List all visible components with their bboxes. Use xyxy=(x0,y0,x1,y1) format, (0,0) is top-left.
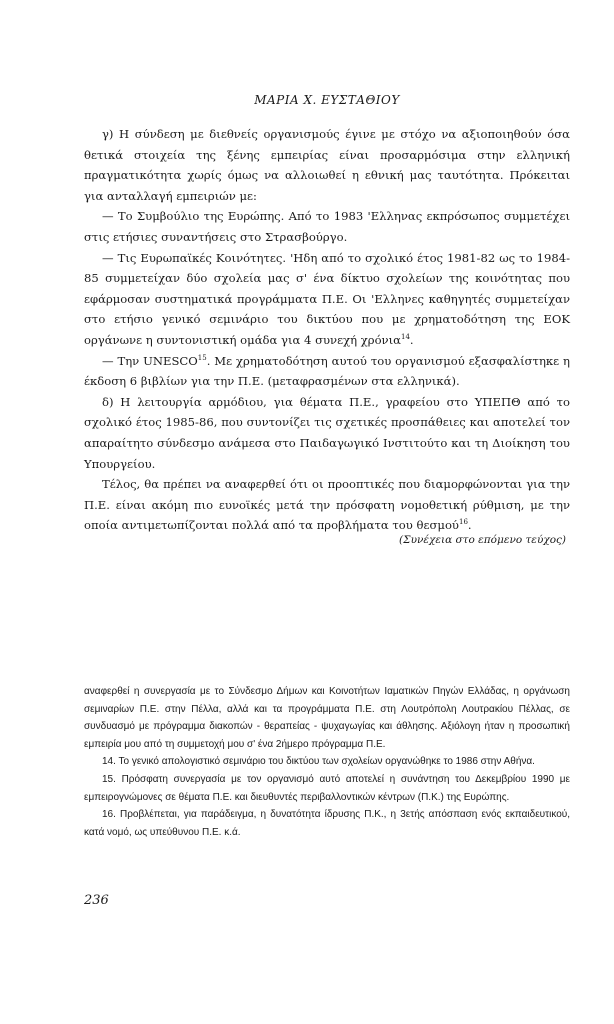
footnote-ref: 16 xyxy=(459,518,468,527)
document-page xyxy=(84,0,570,1024)
paragraph-text: δ) Η λειτουργία αρμόδιου, για θέματα Π.Ε., γραφείου στο ΥΠΕΠΘ από το σχολικό έτος 1985-86, που συντονίζει τις σχετικές προσπάθειες και αποτελεί τον απαραίτητο σύνδεσμο ανάμεσα στο Παιδαγωγικό Ινστιτούτο και τη Διοίκηση του Υπουργείου. xyxy=(84,394,570,471)
paragraph xyxy=(84,206,570,247)
paragraph-text: — Τις Ευρωπαϊκές Κοινότητες. 'Ηδη από το σχολικό έτος 1981-82 ως το 1984-85 συμμετείχαν δύο σχολεία μας σ' ένα δίκτυο σχολείων της κοινότητας που εφάρμοσαν συστηματικά προγράμματα Π.Ε. Οι 'Ελληνες καθηγητές συμμετείχαν στο ετήσιο γενικό σεμινάριο του δικτύου που με χρηματοδότηση της ΕΟΚ οργάνωνε η συντονιστική ομάδα για 4 συνεχή χρόνια xyxy=(84,250,570,347)
paragraph-text: — Το Συμβούλιο της Ευρώπης. Από το 1983 'Ελληνας εκπρόσωπος συμμετέχει στις ετήσιες συναντήσεις στο Στρασβούργο. xyxy=(84,209,570,244)
paragraph xyxy=(84,124,570,206)
footnote-ref: 14 xyxy=(400,333,410,342)
paragraph-text-tail: . Με χρηματοδότηση αυτού του οργανισμού εξασφαλίστηκε η έκδοση 6 βιβλίων για την Π.Ε. (μεταφρασμένων στα ελληνικά). xyxy=(84,353,570,389)
footnote-ref: 15 xyxy=(197,353,207,362)
body-text xyxy=(84,124,570,536)
paragraph xyxy=(84,248,570,351)
footnote-15: 15. Πρόσφατη συνεργασία με τον οργανισμό αυτό αποτελεί η συνάντηση του Δεκεμβρίου 1990 με εμπειρογνώμονες σε θέματα Π.Ε. και διευθυντές περιβαλλοντικών κέντρων (Π.Κ.) της Ευρώπης. xyxy=(84,773,570,803)
continued-note: (Συνέχεια στο επόμενο τεύχος) xyxy=(399,534,566,546)
paragraph xyxy=(84,392,570,474)
paragraph xyxy=(84,474,570,536)
paragraph-text-tail: . xyxy=(467,518,472,533)
footnote-16: 16. Προβλέπεται, για παράδειγμα, η δυνατότητα ίδρυσης Π.Κ., η 3ετής απόσπαση ενός εκπαιδευτικού, κατά νομό, ως υπεύθυνου Π.Ε. κ.ά. xyxy=(84,809,570,838)
paragraph-text-tail: . xyxy=(409,332,414,347)
footnote-14: 14. Το γενικό απολογιστικό σεμινάριο του δικτύου των σχολείων οργανώθηκε το 1986 στην Αθήνα. xyxy=(102,756,535,768)
page-number: 236 xyxy=(84,893,109,908)
paragraph-text: Τέλος, θα πρέπει να αναφερθεί ότι οι προοπτικές που διαμορφώνονται για την Π.Ε. είναι ακόμη πιο ευνοϊκές μετά την πρόσφατη νομοθετική ρύθμιση, με την οποία αντιμετωπίζονται πολλά από τα προβλήματα του θεσμού xyxy=(84,477,570,533)
paragraph xyxy=(84,351,570,392)
footnote-carryover: αναφερθεί η συνεργασία με το Σύνδεσμο Δήμων και Κοινοτήτων Ιαματικών Πηγών Ελλάδας, η οργάνωση σεμιναρίων Π.Ε. στην Πέλλα, αλλά και τα προγράμματα Π.Ε. στη Λουτρόπολη Λουτρακίου Πέλλας, σε συνδυασμό με πρόγραμμα διακοπών - θεραπείας - ψυχαγωγίας και άθλησης. Αξιόλογη ήταν η προσωπική εμπειρία μου από τη συμμετοχή μου σ' ένα 2ήμερο πρόγραμμα Π.Ε. xyxy=(84,686,570,750)
footnotes xyxy=(84,683,570,841)
running-head: ΜΑΡΙΑ Χ. ΕΥΣΤΑΘΙΟΥ xyxy=(254,93,400,107)
paragraph-text: γ) Η σύνδεση με διεθνείς οργανισμούς έγινε με στόχο να αξιοποιηθούν όσα θετικά στοιχεία της ξένης εμπειρίας είναι προσαρμόσιμα στην ελληνική πραγματικότητα χωρίς όμως να αλλοιωθεί η εθνική μας ταυτότητα. Πρόκειται για ανταλλαγή εμπειριών με: xyxy=(84,127,570,203)
paragraph-text: — Την UNESCO xyxy=(102,353,198,368)
